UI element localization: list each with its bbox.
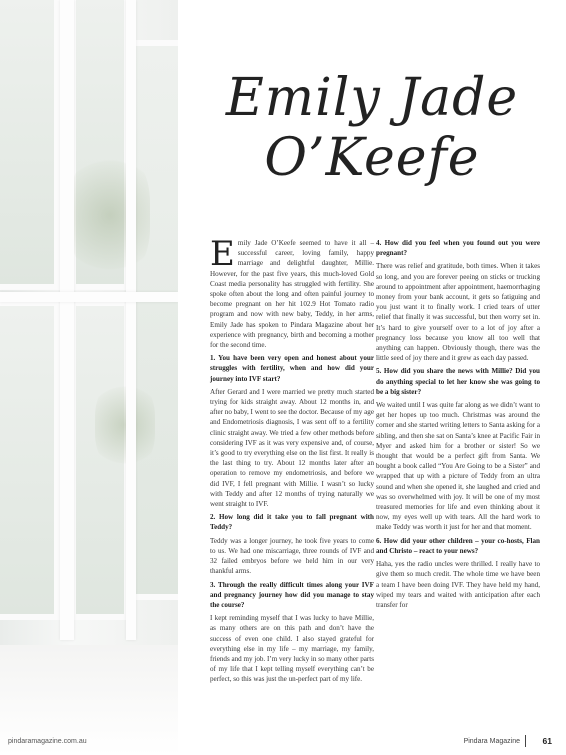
intro-paragraph xyxy=(210,234,374,350)
question-4: 4. How did you feel when you found out you were pregnant? xyxy=(376,239,540,258)
intro-text: mily Jade O’Keefe seemed to have it all – successful career, loving family, happy marriage and delightful daughter, Millie. However, for the past five years, this much-loved Gold Coast media personality has struggled with fertility. She spoke often about the long and often painful journey to become pregnant on her hit 102.9 Hot Tomato radio program and now with new baby, Teddy, in her arms, Emily Jade has spoken to Pindara Magazine about her experience with pregnancy, birth and becoming a mother for the second time. xyxy=(210,239,374,350)
page-title-line-2: O’Keefe xyxy=(264,128,480,188)
footer-magazine-name: Pindara Magazine xyxy=(463,738,520,745)
page-title-line-1: Emily Jade xyxy=(225,68,519,128)
answer-6: Haha, yes the radio uncles were thrilled. I really have to give them so much credit. The whole time we have been a team I have been doing IVF. They have held my hand, wiped my tears and waited with anticipation after each transfer for xyxy=(376,560,540,609)
question-1: 1. You have been very open and honest about your struggles with fertility, when and how did your journey into IVF start? xyxy=(210,354,374,383)
answer-2: Teddy was a longer journey, he took five years to come to us. We had one miscarriage, three rounds of IVF and 32 failed embryos before we held him in our very thankful arms. xyxy=(210,536,374,576)
answer-5: We waited until I was quite far along as we didn’t want to get her hopes up too much. Christmas was around the corner and she started writing letters to Santa asking for a sibling, and then she sat on Santa’s knee at Pacific Fair in Myer and asked him for a brother or sister! So we thought that would be a perfect gift from Santa. We bought a book called “You Are Going to be a Sister” and wrapped that up with a picture of Teddy from an ultra sound and when she opened it, she laughed and cried and was so overwhelmed with joy. It will be one of my most treasured memories for life and even thinking about it now, my eyes well up with tears. All the hard work to make Teddy was worth it just for her and that moment. xyxy=(376,401,540,532)
drop-cap: E xyxy=(210,234,235,274)
answer-3: I kept reminding myself that I was lucky to have Millie, as many others are on this path and don’t have the success of even one child. I also stayed grateful for everything else in my life – my marriage, my family, friends and my job. I’m very lucky in so many other parts of my life that I kept telling myself everything can’t be perfect, so this was just the un-perfect part of my life. xyxy=(210,614,374,684)
question-5: 5. How did you share the news with Millie? Did you do anything special to let her know she was going to be a big sister? xyxy=(376,367,540,396)
question-2: 2. How long did it take you to fall pregnant with Teddy? xyxy=(210,513,374,532)
article-column-left xyxy=(210,234,374,688)
article-column-right xyxy=(376,236,540,613)
page-number: 61 xyxy=(542,736,552,746)
footer-website: pindaramagazine.com.au xyxy=(8,738,87,745)
question-3: 3. Through the really difficult times along your IVF and pregnancy journey how did you manage to stay the course? xyxy=(210,580,374,609)
answer-4: There was relief and gratitude, both times. When it takes so long, and you are forever peeing on sticks or trucking around to appointment after appointment, haemorrhaging money from your bank account, it gets so fatiguing and you just want it to finally work. I cried tears of utter relief that finally it was successful, but then worry set in. It’s hard to give yourself over to a lot of joy after a pregnancy loss because you know all too well that anything can happen. Obviously though, there was the little seed of joy there and it grew as each day passed. xyxy=(376,262,540,363)
footer-divider xyxy=(525,735,526,747)
answer-1: After Gerard and I were married we pretty much started trying for kids straight away. About 12 months in, and after no baby, I went to see the doctor. Because of my age and Endometriosis diagnosis, I was sent off to a fertility clinic straight away. We tried a few other methods before considering IVF as it was very expensive and, of course, it’s good to try everything else on the list first. It really is the last thing to try. About 12 months later after an operation to remove my endometriosis, and before we did IVF, I fell pregnant with Millie. I wasn’t so lucky with Teddy and after 12 months of trying naturally we went straight to IVF. xyxy=(210,387,374,509)
window-photo xyxy=(0,0,178,755)
question-6: 6. How did your other children – your co-hosts, Flan and Christo – react to your news? xyxy=(376,536,540,555)
